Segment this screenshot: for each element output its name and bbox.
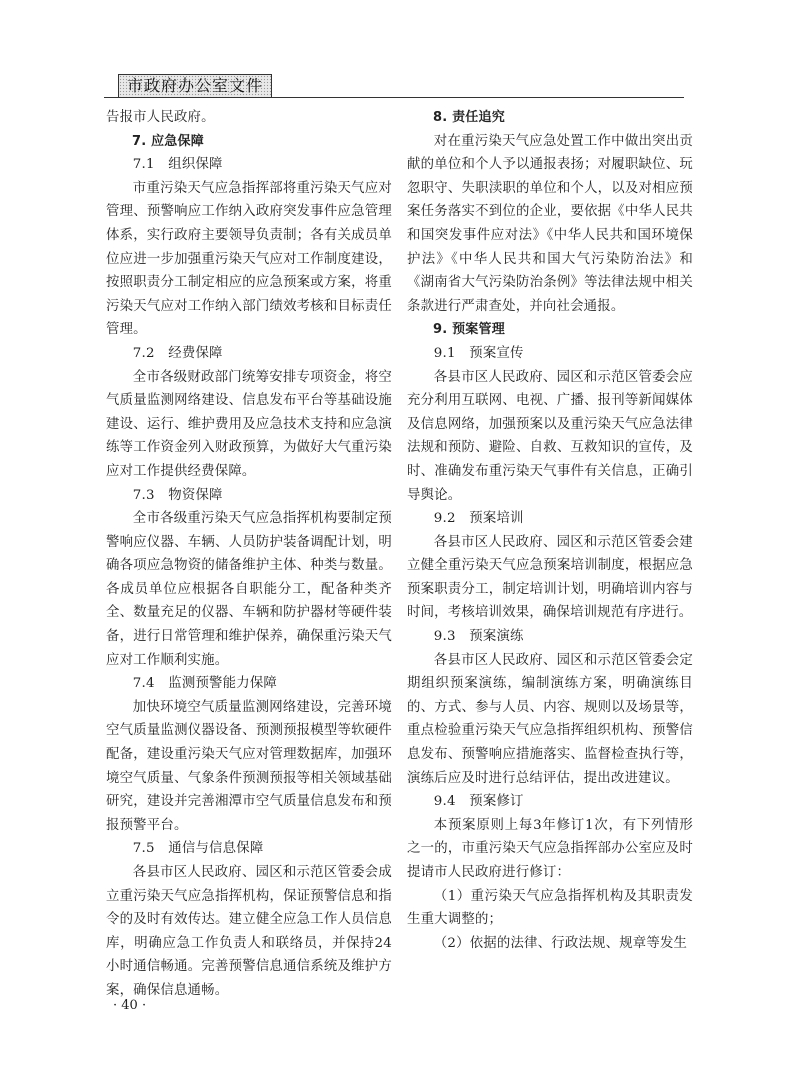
subsection-heading: 9.4 预案修订	[433, 794, 524, 810]
subsection-heading: 7.2 经费保障	[132, 345, 223, 361]
right-column	[407, 106, 693, 955]
body-paragraph: 全市各级重污染天气应急指挥机构要制定预警响应仪器、车辆、人员防护装备调配计划，明确各项应急物资的储备维护主体、种类与数量。各成员单位应根据各自职能分工，配备种类齐全、数量充足的仪器、车辆和防护器材等硬件装备，进行日常管理和维护保养，确保重污染天气应对工作顺利实施。	[106, 511, 392, 668]
subsection-heading: 7.1 组织保障	[132, 157, 223, 173]
body-paragraph: 加快环境空气质量监测网络建设，完善环境空气质量监测仪器设备、预测预报模型等软硬件配备，建设重污染天气应对管理数据库，加强环境空气质量、气象条件预测预报等相关领域基础研究，建设并完善湘潭市空气质量信息发布和预报预警平台。	[106, 699, 392, 833]
section-heading: 8. 责任追究	[433, 110, 505, 125]
body-paragraph: 各县市区人民政府、园区和示范区管委会应充分利用互联网、电视、广播、报刊等新闻媒体及信息网络，加强预案以及重污染天气应急法律法规和预防、避险、自救、互救知识的宣传，及时、准确发布重污染天气事件有关信息，正确引导舆论。	[407, 369, 693, 503]
body-paragraph: （1）重污染天气应急指挥机构及其职责发生重大调整的；	[407, 888, 693, 928]
body-paragraph: 市重污染天气应急指挥部将重污染天气应对管理、预警响应工作纳入政府突发事件应急管理体系，实行政府主要领导负责制；各有关成员单位应进一步加强重污染天气应对工作制度建设，按照职责分工制定相应的应急预案或方案，将重污染天气应对工作纳入部门绩效考核和目标责任管理。	[106, 180, 392, 338]
section-heading: 7. 应急保障	[132, 133, 204, 149]
body-paragraph: 各县市区人民政府、园区和示范区管委会定期组织预案演练，编制演练方案，明确演练目的、方式、参与人员、内容、规则以及场景等，重点检验重污染天气应急指挥组织机构、预警信息发布、预警响应措施落实、监督检查执行等，演练后应及时进行总结评估，提出改进建议。	[407, 652, 693, 786]
section-heading: 9. 预案管理	[433, 322, 505, 338]
subsection-heading: 7.3 物资保障	[132, 487, 223, 503]
subsection-heading: 7.4 监测预警能力保障	[132, 676, 278, 692]
body-paragraph: 对在重污染天气应急处置工作中做出突出贡献的单位和个人予以通报表扬；对履职缺位、玩忽职守、失职渎职的单位和个人，以及对相应预案任务落实不到位的企业，要依据《中华人民共和国突发事件应对法》《中华人民共和国环境保护法》《中华人民共和国大气污染防治法》和《湖南省大气污染防治条例》等法律法规中相关条款进行严肃查处，并向社会通报。	[407, 133, 693, 314]
page-number: · 40 ·	[113, 998, 147, 1013]
body-paragraph: 各县市区人民政府、园区和示范区管委会成立重污染天气应急指挥机构，保证预警信息和指令的及时有效传达。建立健全应急工作人员信息库，明确应急工作负责人和联络员，并保持24小时通信畅通。完善预警信息通信系统及维护方案，确保信息通畅。	[106, 865, 392, 998]
subsection-heading: 9.1 预案宣传	[433, 345, 524, 361]
running-header	[104, 70, 684, 98]
body-paragraph: 本预案原则上每3年修订1次，有下列情形之一的，市重污染天气应急指挥部办公室应及时提请市人民政府进行修订：	[407, 817, 693, 880]
subsection-heading: 9.2 预案培训	[433, 511, 524, 527]
body-paragraph: 各县市区人民政府、园区和示范区管委会建立健全重污染天气应急预案培训制度，根据应急预案职责分工，制定培训计划，明确培训内容与时间，考核培训效果，确保培训规范有序进行。	[407, 534, 693, 621]
subsection-heading: 9.3 预案演练	[433, 629, 524, 645]
body-paragraph: 全市各级财政部门统筹安排专项资金，将空气质量监测网络建设、信息发布平台等基础设施建设、运行、维护费用及应急技术支持和应急演练等工作资金列入财政预算，为做好大气重污染应对工作提供经费保障。	[106, 369, 392, 479]
body-paragraph: （2）依据的法律、行政法规、规章等发生	[433, 935, 688, 951]
left-column	[106, 106, 392, 1003]
header-rule	[104, 97, 684, 98]
header-title: 市政府办公室文件	[118, 74, 272, 98]
body-paragraph: 告报市人民政府。	[106, 110, 215, 125]
subsection-heading: 7.5 通信与信息保障	[132, 841, 264, 857]
